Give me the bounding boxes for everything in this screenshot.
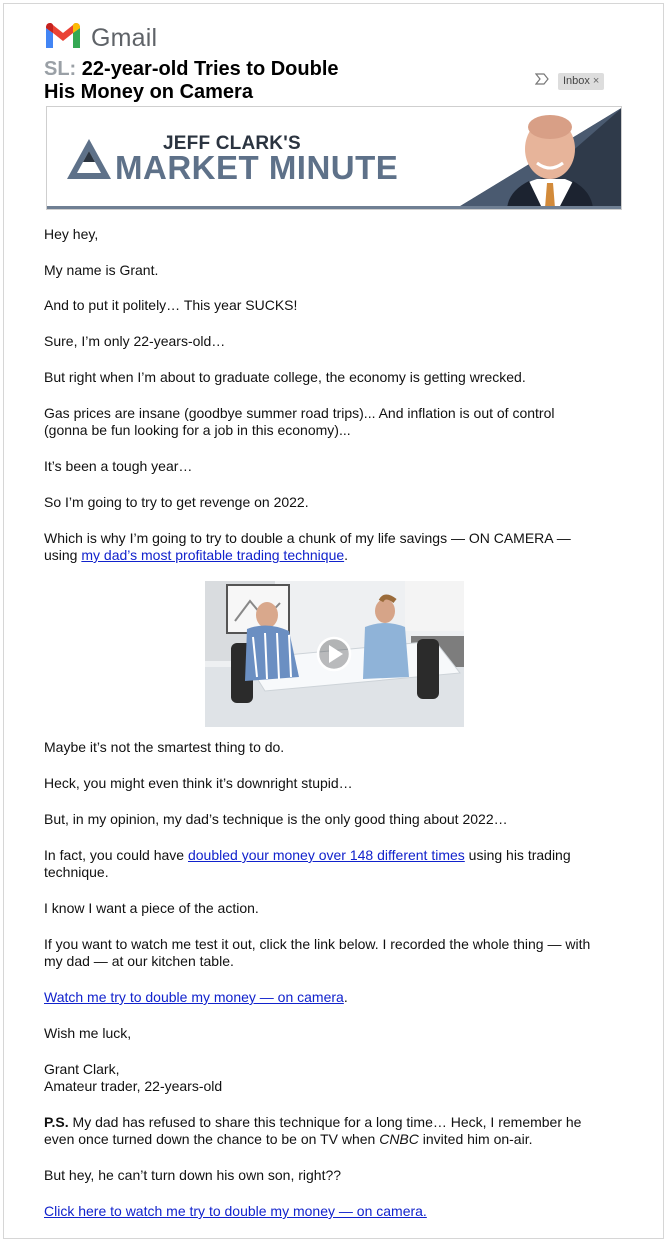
in-fact-text: In fact, you could have — [44, 847, 188, 863]
newsletter-banner — [46, 106, 622, 210]
cnbc-text: CNBC — [379, 1131, 419, 1147]
video-scene — [205, 581, 464, 727]
watch-test-line2: my dad — at our kitchen table. — [44, 953, 234, 969]
signature-title: Amateur trader, 22-years-old — [44, 1078, 223, 1094]
subject-line-2: His Money on Camera — [44, 81, 253, 103]
cta-link[interactable]: Click here to watch me try to double my money — on camera. — [44, 1203, 427, 1219]
watch-link-period: . — [343, 989, 348, 1005]
watch-me-link[interactable]: Watch me try to double my money — on camera — [44, 989, 344, 1005]
ps-text-a: My dad has refused to share this technique for a long time… Heck, I remember he — [68, 1114, 582, 1130]
double-line2-text: using — [44, 547, 82, 563]
important-marker-icon[interactable] — [535, 72, 549, 90]
paragraph-cta — [44, 1203, 634, 1220]
gmail-m-icon — [44, 22, 82, 55]
label-area — [535, 72, 604, 90]
remove-label-icon[interactable]: × — [592, 74, 600, 87]
paragraph-year: And to put it politely… This year SUCKS! — [44, 297, 298, 313]
paragraph-stupid: Heck, you might even think it’s downright stupid… — [44, 775, 353, 791]
banner-underline — [47, 206, 621, 209]
gmail-wordmark: Gmail — [91, 24, 158, 52]
in-fact-line2: technique. — [44, 864, 109, 880]
paragraph-wish-luck: Wish me luck, — [44, 1025, 132, 1041]
banner-title-line1: JEFF CLARK'S — [163, 133, 301, 154]
inbox-label-chip[interactable] — [558, 73, 604, 90]
inbox-label-text: Inbox — [563, 74, 590, 87]
ps-text-b: even once turned down the chance to be on TV when — [44, 1131, 380, 1147]
paragraph-name: My name is Grant. — [44, 262, 159, 278]
paragraph-opinion: But, in my opinion, my dad’s technique is the only good thing about 2022… — [44, 811, 508, 827]
paragraph-tough-year: It’s been a tough year… — [44, 458, 193, 474]
double-line1: Which is why I’m going to try to double a chunk of my life savings — ON CAMERA — — [44, 530, 571, 546]
in-fact-text-post: using his trading — [464, 847, 571, 863]
subject-line-1: 22-year-old Tries to Double — [81, 58, 339, 80]
presenter-portrait — [447, 107, 622, 208]
greeting: Hey hey, — [44, 226, 99, 242]
paragraph-watch-test — [44, 936, 634, 970]
signature-name: Grant Clark, — [44, 1061, 120, 1077]
video-thumbnail[interactable] — [205, 581, 464, 727]
in-fact-line1 — [44, 847, 634, 864]
gmail-logo[interactable] — [44, 22, 157, 55]
banner-title-line2: MARKET MINUTE — [115, 149, 399, 186]
gas-prices-line2: (gonna be fun looking for a job in this economy)... — [44, 422, 351, 438]
triangle-logo-icon — [65, 137, 113, 186]
postscript — [44, 1114, 634, 1148]
trading-technique-link[interactable]: my dad’s most profitable trading technique — [81, 547, 345, 563]
email-subject — [44, 58, 339, 104]
paragraph-economy: But right when I’m about to graduate college, the economy is getting wrecked. — [44, 369, 526, 385]
paragraph-watch-link — [44, 989, 634, 1006]
subject-prefix: SL: — [44, 58, 77, 80]
paragraph-piece-of-action: I know I want a piece of the action. — [44, 900, 259, 916]
signature — [44, 1061, 634, 1095]
paragraph-in-fact — [44, 847, 634, 881]
paragraph-age: Sure, I’m only 22-years-old… — [44, 333, 226, 349]
postscript-line1 — [44, 1114, 634, 1131]
doubled-money-link[interactable]: doubled your money over 148 different times — [187, 847, 465, 863]
paragraph-revenge: So I’m going to try to get revenge on 2022. — [44, 494, 309, 510]
ps-label: P.S. — [44, 1114, 69, 1130]
ps-text-b-post: invited him on-air. — [418, 1131, 533, 1147]
paragraph-own-son: But hey, he can’t turn down his own son, right?? — [44, 1167, 342, 1183]
paragraph-smartest: Maybe it’s not the smartest thing to do. — [44, 739, 285, 755]
postscript-line2 — [44, 1131, 634, 1148]
paragraph-gas-prices — [44, 405, 634, 439]
gas-prices-line1: Gas prices are insane (goodbye summer road trips)... And inflation is out of control — [44, 405, 555, 421]
double-line2 — [44, 547, 634, 564]
double-line2-period: . — [344, 547, 349, 563]
paragraph-double — [44, 530, 634, 564]
watch-test-line1: If you want to watch me test it out, click the link below. I recorded the whole thing — with — [44, 936, 591, 952]
